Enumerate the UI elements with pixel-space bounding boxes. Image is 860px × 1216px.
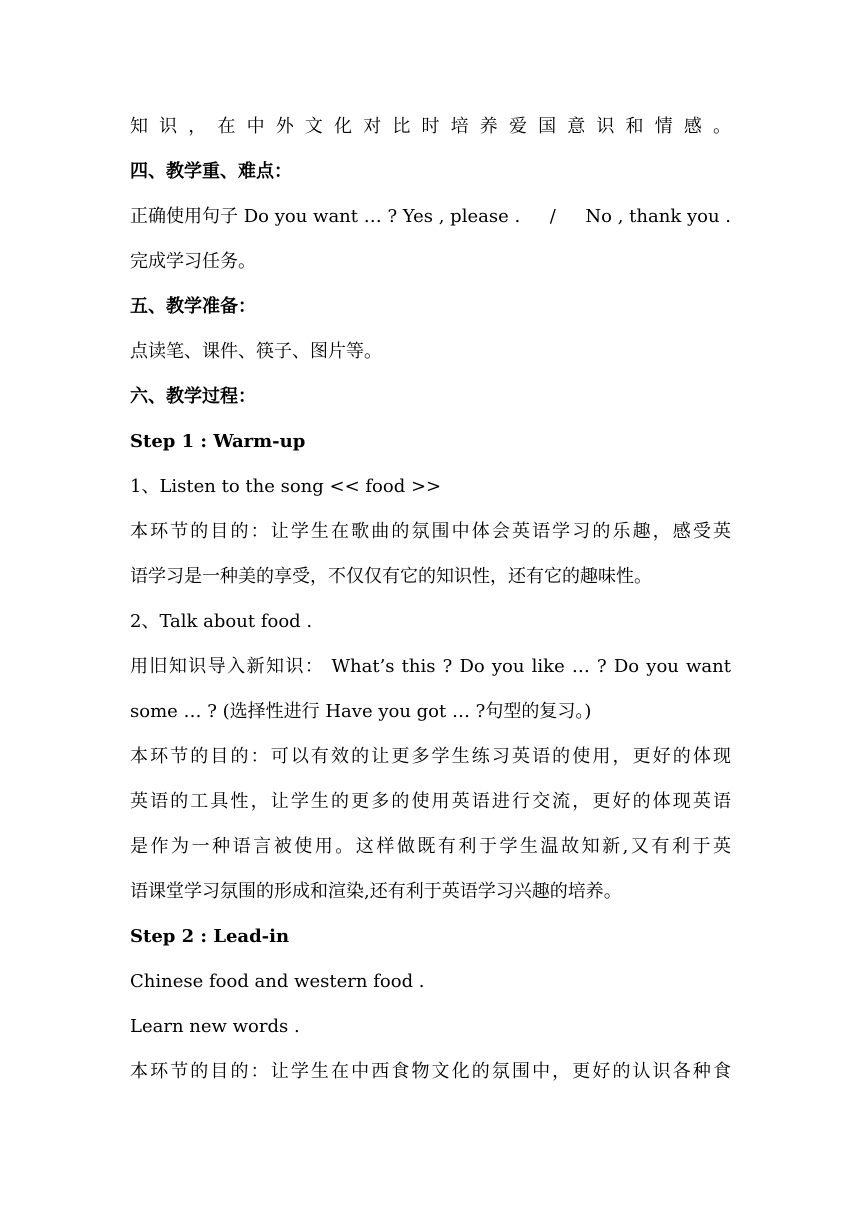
paragraph-text: 本环节的目的：让学生在歌曲的氛围中体会英语学习的乐趣，感受英 [130, 521, 731, 542]
paragraph-text: 英语的工具性，让学生的更多的使用英语进行交流，更好的体现英语 [130, 791, 731, 812]
paragraph-text: 语课堂学习氛围的形成和渲染,还有利于英语学习兴趣的培养。 [130, 881, 622, 902]
section-heading-process: 六、教学过程： [130, 386, 256, 407]
paragraph-text: 知识，在中外文化对比时培养爱国意识和情感。 [130, 116, 731, 137]
paragraph-text: Chinese food and western food . [130, 971, 425, 992]
key-point-sentence [130, 194, 731, 239]
section-heading-key-points: 四、教学重、难点： [130, 161, 292, 182]
paragraph-text: 语学习是一种美的享受，不仅仅有它的知识性，还有它的趣味性。 [130, 566, 652, 587]
step-heading-lead-in: Step 2 : Lead-in [130, 926, 290, 947]
paragraph-text: Learn new words . [130, 1016, 300, 1037]
paragraph-text: 是作为一种语言被使用。这样做既有利于学生温故知新,又有利于英 [130, 836, 731, 857]
key-point-part-2: No , thank you . [585, 206, 731, 227]
step-heading-warm-up: Step 1 : Warm-up [130, 431, 306, 452]
paragraph-text: 用旧知识导入新知识： What’s this ? Do you like … ? Do you want [130, 656, 731, 677]
paragraph-text: some … ? (选择性进行 Have you got … ?句型的复习。) [130, 701, 592, 722]
list-item: 1、Listen to the song << food >> [130, 476, 442, 497]
paragraph-text: 完成学习任务。 [130, 251, 256, 272]
section-heading-preparation: 五、教学准备： [130, 296, 256, 317]
document-page [130, 104, 731, 1094]
paragraph-text: 点读笔、课件、筷子、图片等。 [130, 341, 382, 362]
paragraph-text: 本环节的目的：可以有效的让更多学生练习英语的使用，更好的体现 [130, 746, 731, 767]
key-point-part-1: 正确使用句子 Do you want … ? Yes , please . [130, 206, 521, 227]
key-point-slash: / [549, 206, 556, 227]
list-item: 2、Talk about food . [130, 611, 313, 632]
paragraph-text: 本环节的目的：让学生在中西食物文化的氛围中，更好的认识各种食 [130, 1061, 731, 1082]
